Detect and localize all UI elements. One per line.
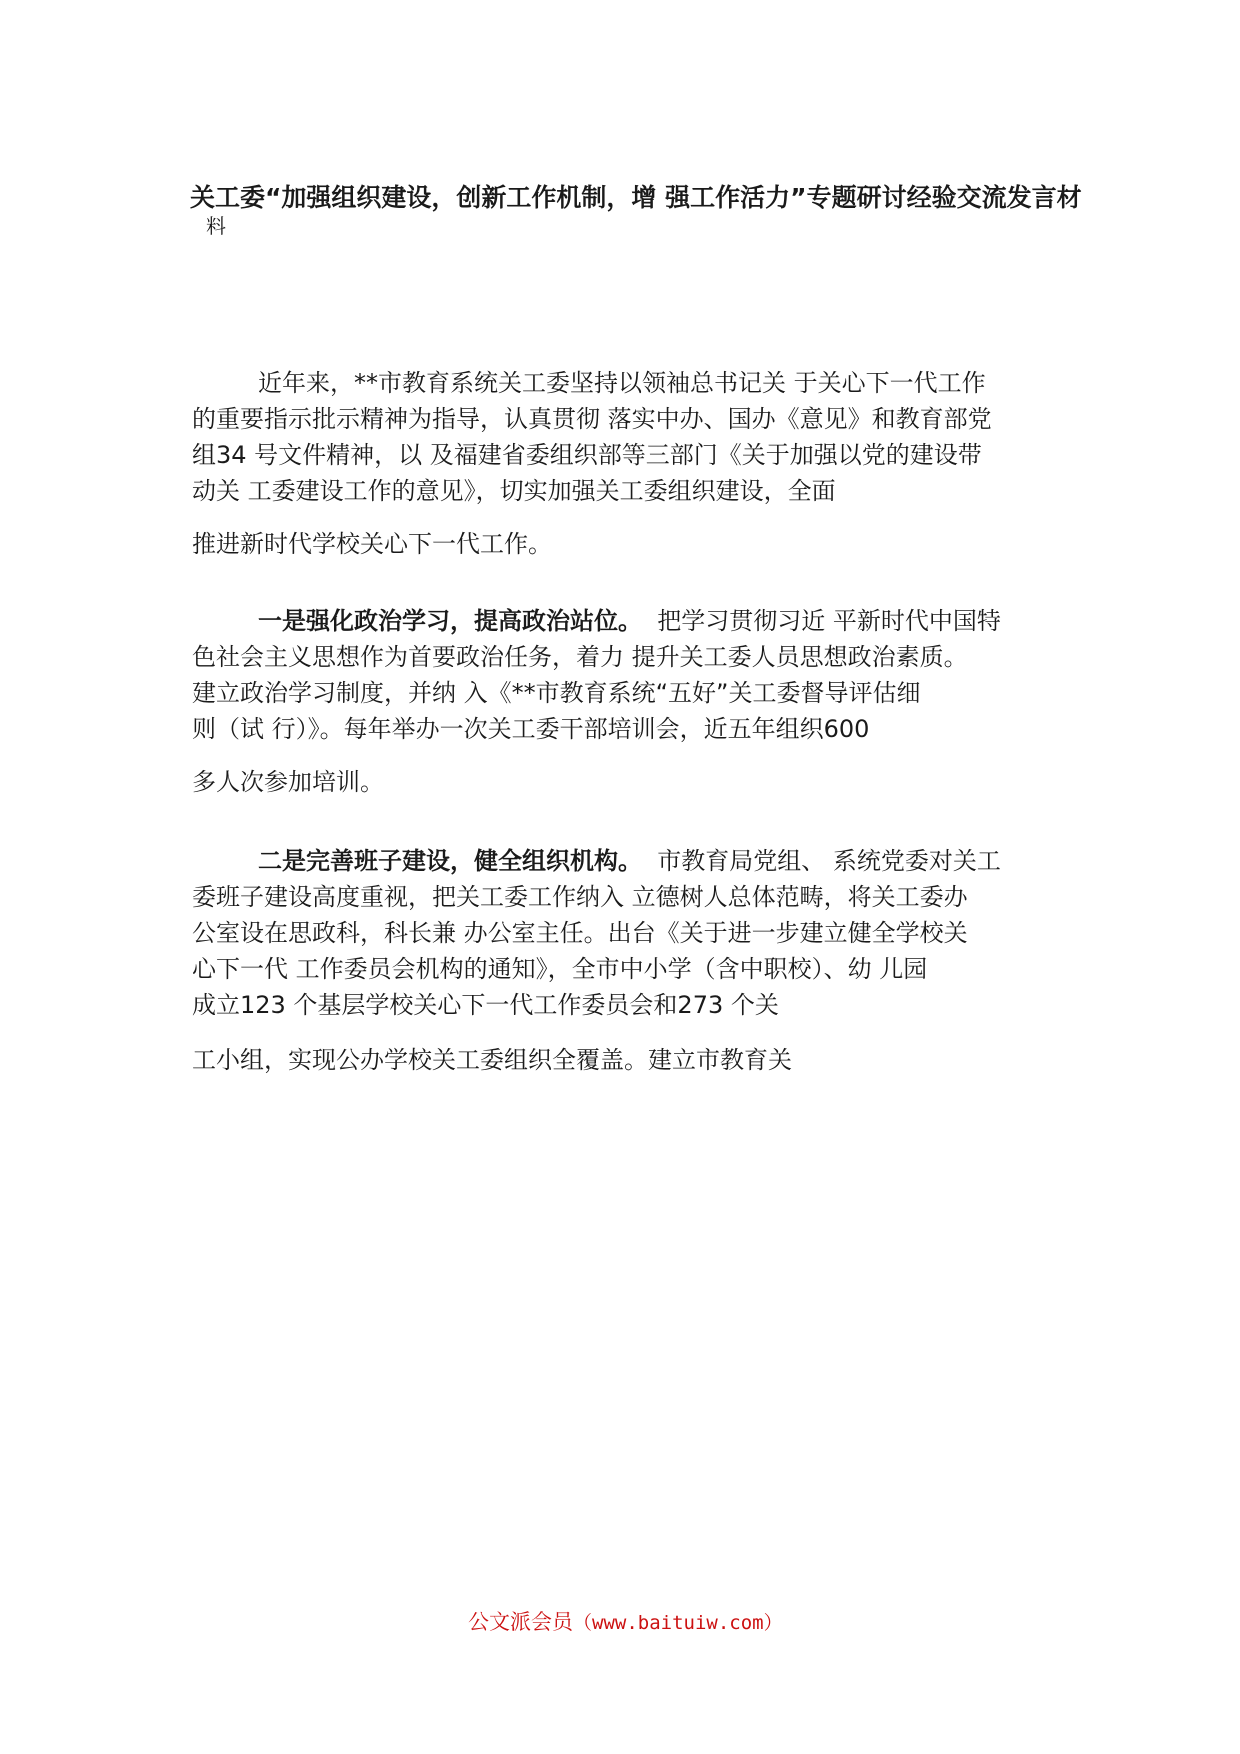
text-line: 成立123 个基层学校关心下一代工作委员会和273 个关 (192, 991, 779, 1019)
text-line (258, 846, 1001, 876)
text-line: 心下一代 工作委员会机构的通知》，全市中小学（含中职校）、幼 儿园 (192, 955, 928, 983)
title-line-2: 料 (206, 214, 226, 238)
footer-brand: 公文派会员 (468, 1610, 573, 1634)
point-2-heading: 二是完善班子建设，健全组织机构。 (258, 847, 642, 875)
text-line: 推进新时代学校关心下一代工作。 (192, 530, 552, 558)
text-line: 委班子建设高度重视，把关工委工作纳入 立德树人总体范畴，将关工委办 (192, 883, 968, 911)
text-line: 公室设在思政科，科长兼 办公室主任。出台《关于进一步建立健全学校关 (192, 919, 968, 947)
text-line: 的重要指示批示精神为指导，认真贯彻 落实中办、国办《意见》和教育部党 (192, 405, 992, 433)
text-line: 近年来，**市教育系统关工委坚持以领袖总书记关 于关心下一代工作 (258, 369, 986, 397)
point-2-first-line: 市教育局党组、 系统党委对关工 (657, 847, 1001, 875)
text-line: 建立政治学习制度，并纳 入《**市教育系统“五好”关工委督导评估细 (192, 679, 921, 707)
text-line (258, 606, 1001, 636)
footer-url: （www.baituiw.com） (573, 1612, 783, 1634)
text-line: 色社会主义思想作为首要政治任务，着力 提升关工委人员思想政治素质。 (192, 643, 968, 671)
title-line-1: 关工委“加强组织建设，创新工作机制，增 强工作活力”专题研讨经验交流发言材 (190, 183, 1082, 212)
footer-watermark (468, 1606, 783, 1636)
text-line: 多人次参加培训。 (192, 768, 384, 796)
text-line: 则（试 行）》。每年举办一次关工委干部培训会，近五年组织600 (192, 715, 870, 743)
text-line: 组34 号文件精神，以 及福建省委组织部等三部门《关于加强以党的建设带 (192, 441, 982, 469)
point-1-first-line: 把学习贯彻习近 平新时代中国特 (657, 607, 1001, 635)
text-line: 工小组，实现公办学校关工委组织全覆盖。建立市教育关 (192, 1046, 792, 1074)
point-1-heading: 一是强化政治学习，提高政治站位。 (258, 607, 642, 635)
text-line: 动关 工委建设工作的意见》，切实加强关工委组织建设，全面 (192, 477, 836, 505)
